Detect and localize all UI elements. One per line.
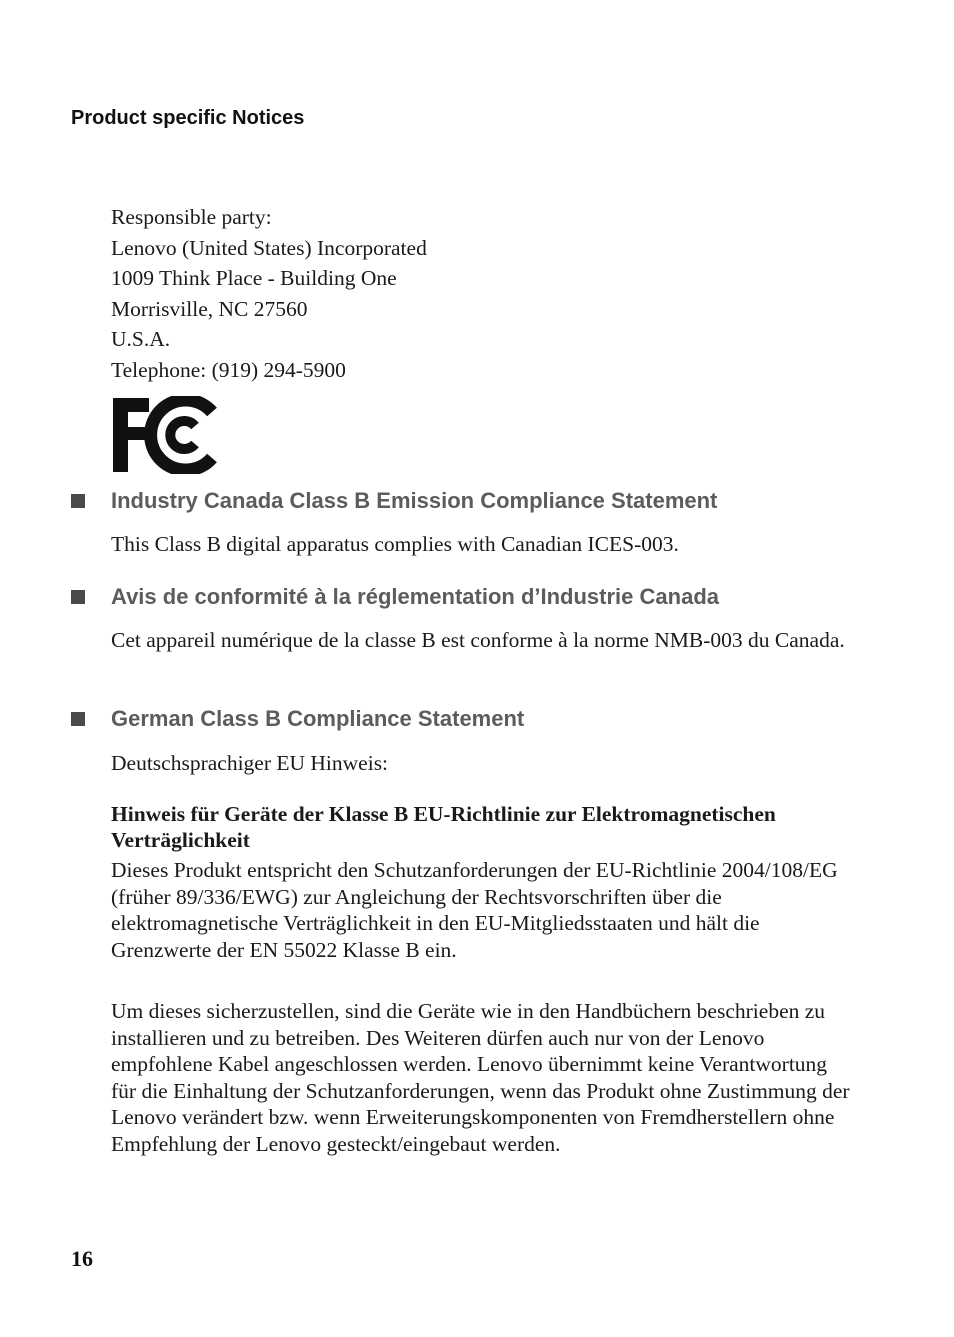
address-line: Responsible party:	[111, 205, 272, 229]
avis-conformite-text: Cet appareil numérique de la classe B est conforme à la norme NMB-003 du Canada.	[111, 628, 845, 652]
heading-avis-conformite	[71, 584, 719, 610]
address-line: Lenovo (United States) Incorporated	[111, 235, 427, 260]
square-bullet-icon	[71, 494, 85, 508]
german-paragraph-1: Dieses Produkt entspricht den Schutzanforderungen der EU-Richtlinie 2004/108/EG (früher 89/336/EWG) zur Angleichung der Rechtsvorschriften über die elektromagnetische Verträglichkeit in den EU-Mitgliedsstaaten und hält die Grenzwerte der EN 55022 Klasse B ein.	[111, 858, 838, 962]
heading-text: German Class B Compliance Statement	[111, 706, 525, 731]
heading-german-class-b	[71, 706, 524, 732]
fcc-logo	[111, 396, 217, 474]
heading-text: Industry Canada Class B Emission Compliance Statement	[111, 488, 718, 513]
german-subheading: Hinweis für Geräte der Klasse B EU-Richtlinie zur Elektromagnetischen Verträglichkeit	[111, 802, 776, 852]
fcc-logo-outer-c	[151, 400, 212, 470]
fcc-logo-inner-c	[170, 421, 195, 449]
address-line: Telephone: (919) 294-5900	[111, 357, 346, 382]
address-line: Morrisville, NC 27560	[111, 296, 308, 321]
fcc-logo-f	[113, 398, 149, 472]
square-bullet-icon	[71, 590, 85, 604]
square-bullet-icon	[71, 712, 85, 726]
heading-industry-canada	[71, 488, 717, 514]
page-number: 16	[71, 1246, 93, 1271]
german-intro: Deutschsprachiger EU Hinweis:	[111, 751, 389, 775]
responsible-party-address	[111, 202, 427, 385]
address-line: U.S.A.	[111, 327, 171, 351]
industry-canada-text: This Class B digital apparatus complies with Canadian ICES-003.	[111, 532, 679, 556]
german-paragraph-2: Um dieses sicherzustellen, sind die Geräte wie in den Handbüchern beschrieben zu installieren und zu betreiben. Des Weiteren dürfen auch nur von der Lenovo empfohlene Kabel angeschlossen werden. Lenovo übernimmt keine Verantwortung für die Einhaltung der Schutzanforderungen, wenn das Produkt ohne Zustimmung der Lenovo verändert bzw. wenn Erweiterungskomponenten von Fremdherstellern ohne Empfehlung der Lenovo gesteckt/eingebaut werden.	[111, 999, 850, 1156]
address-line: 1009 Think Place - Building One	[111, 266, 397, 290]
heading-text: Avis de conformité à la réglementation d’Industrie Canada	[111, 584, 719, 609]
page-title: Product specific Notices	[71, 107, 305, 129]
